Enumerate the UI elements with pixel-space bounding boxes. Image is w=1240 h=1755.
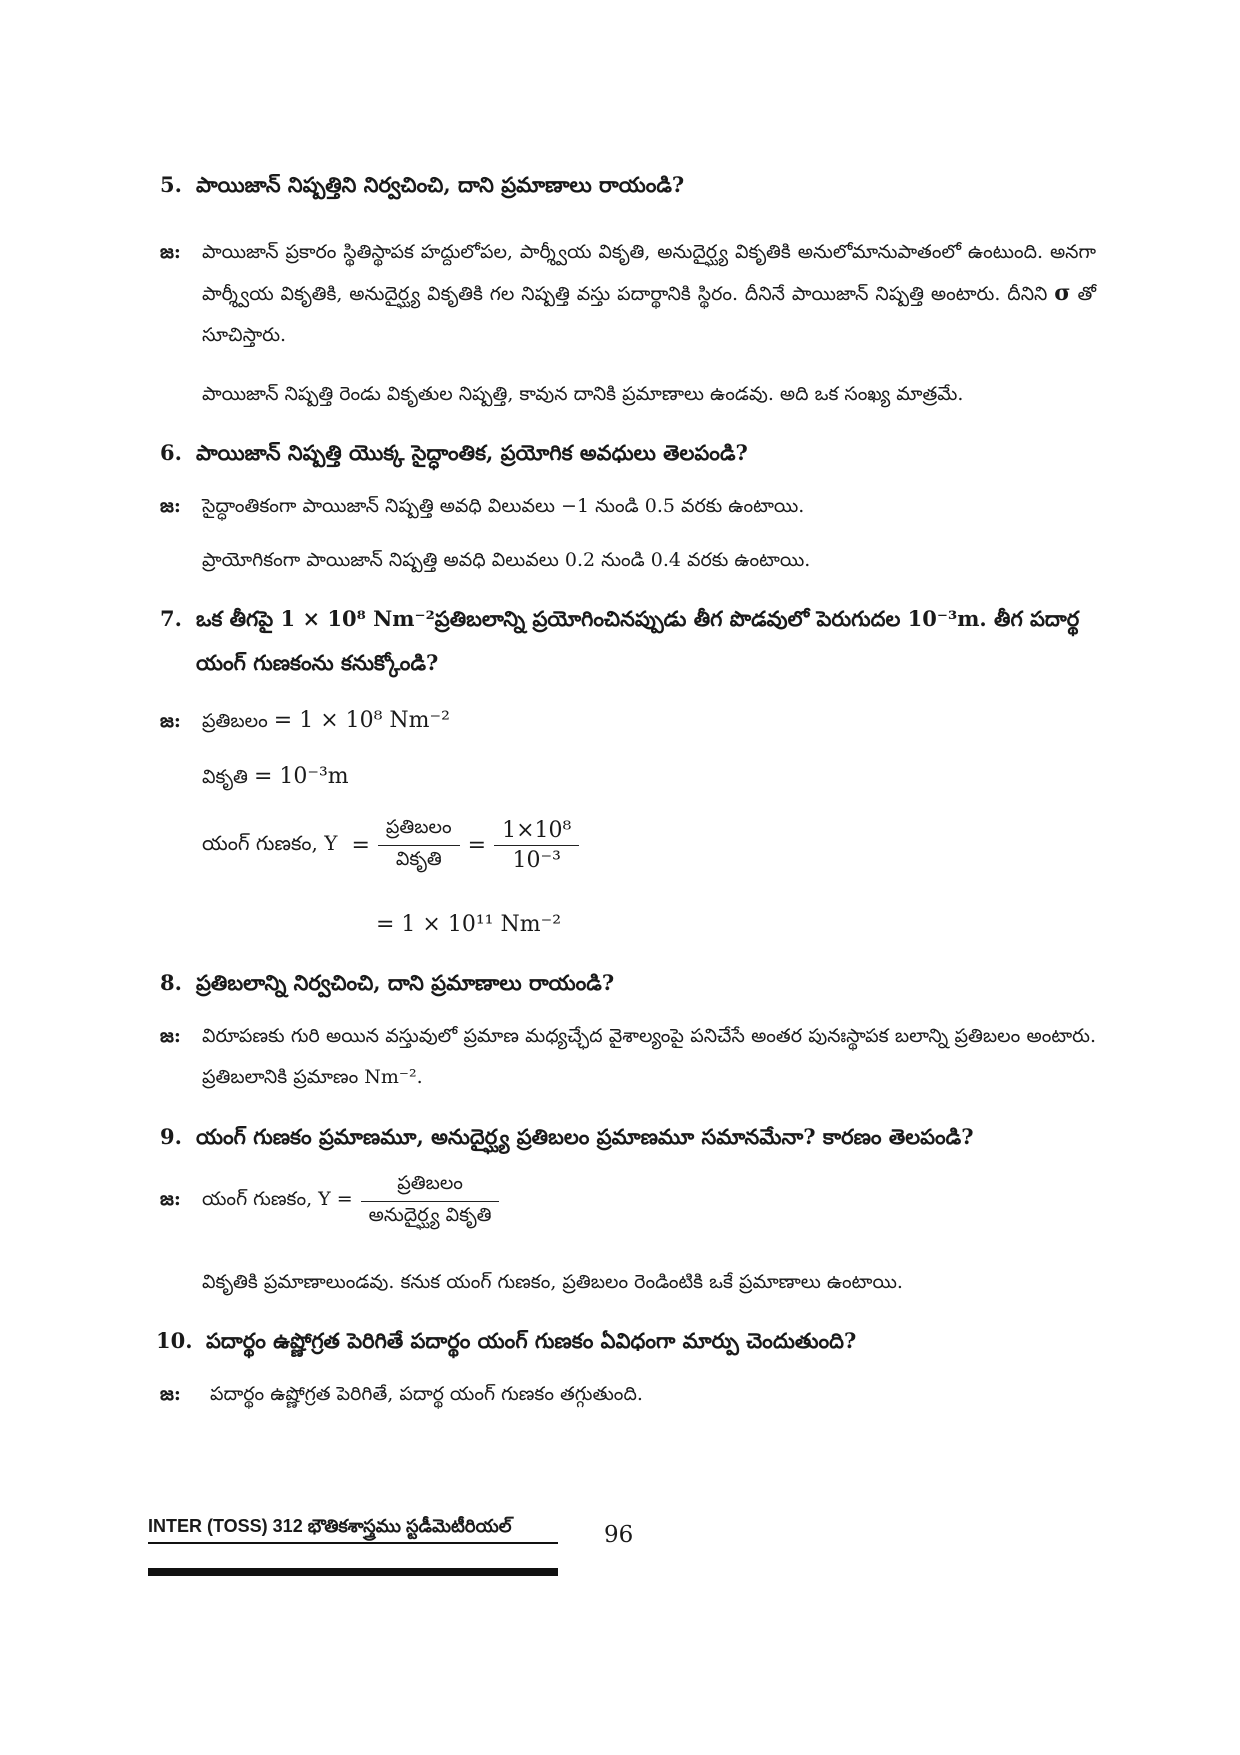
- answer-5-text-end: తో సూచిస్తారు.: [202, 283, 1096, 346]
- answer-8-text: విరూపణకు గురి అయిన వస్తువులో ప్రమాణ మధ్యచ్ఛేద వైశాల్యంపై పనిచేసే అంతర పునఃస్థాపక బలాన్ని ప్రతిబలం అంటారు. ప్రతిబలానికి ప్రమాణం Nm⁻².: [202, 1025, 1096, 1088]
- answer-5-text: పాయిజాన్ ప్రకారం స్థితిస్థాపక హద్దులోపల, పార్శ్వీయ వికృతి, అనుదైర్ఘ్య వికృతికి అనులోమానుపాతంలో ఉంటుంది. అనగా పార్శ్వీయ వికృతికి, అనుదైర్ఘ్య వికృతికి గల నిష్పత్తి వస్తు పదార్థానికి స్థిరం. దీనినే పాయిజాన్ నిష్పత్తి అంటారు. దీనిని: [202, 241, 1096, 305]
- question-number: 5.: [160, 172, 182, 197]
- question-text: పాయిజాన్ నిష్పత్తిని నిర్వచించి, దాని ప్రమాణాలు రాయండి?: [196, 172, 685, 197]
- answer-label: జ:: [160, 1188, 181, 1210]
- question-text: యంగ్ గుణకం ప్రమాణమూ, అనుదైర్ఘ్య ప్రతిబలం ప్రమాణమూ సమానమేనా? కారణం తెలపండి?: [196, 1124, 974, 1149]
- question-text: పాయిజాన్ నిష్పత్తి యొక్క సైద్ధాంతిక, ప్రయోగిక అవధులు తెలపండి?: [196, 440, 748, 465]
- footer-rule-thick: [148, 1568, 558, 1576]
- question-number: 6.: [160, 440, 182, 465]
- youngs-modulus-label: యంగ్ గుణకం, Y: [202, 831, 338, 855]
- fraction-numerator: 1×10⁸: [494, 818, 579, 846]
- sigma-symbol: σ: [1054, 280, 1071, 306]
- answer-7-stress: [160, 700, 450, 742]
- question-text: పదార్థం ఉష్ణోగ్రత పెరిగితే పదార్థం యంగ్ గుణకం ఏవిధంగా మార్పు చెందుతుంది?: [206, 1328, 857, 1353]
- footer-rule-thin: [148, 1542, 558, 1544]
- youngs-modulus-label: యంగ్ గుణకం, Y =: [202, 1188, 353, 1210]
- page-footer: [148, 1512, 558, 1576]
- answer-8: [160, 1016, 1096, 1098]
- answer-label: జ:: [160, 495, 181, 517]
- question-number: 10.: [156, 1328, 193, 1353]
- answer-label: జ:: [160, 241, 181, 263]
- answer-label: జ:: [160, 1025, 181, 1047]
- answer-5: [160, 232, 1096, 356]
- fraction-numerator: ప్రతిబలం: [361, 1172, 500, 1202]
- question-7: [160, 598, 1079, 640]
- answer-label: జ:: [160, 710, 181, 732]
- fraction-denominator: వికృతి: [395, 848, 442, 870]
- question-text: ప్రతిబలాన్ని నిర్వచించి, దాని ప్రమాణాలు రాయండి?: [196, 970, 615, 995]
- footer-title: INTER (TOSS) 312 భౌతికశాస్త్రము స్టడీమెటీరియల్: [148, 1516, 512, 1536]
- numeric-fraction: [494, 818, 579, 873]
- stress-label: ప్రతిబలం: [202, 710, 268, 732]
- youngs-modulus-equation: [202, 816, 587, 875]
- question-10: [156, 1320, 856, 1362]
- question-8: [160, 962, 614, 1004]
- question-number: 8.: [160, 970, 182, 995]
- stress-over-longitudinal-strain-fraction: [361, 1172, 500, 1231]
- fraction-numerator: ప్రతిబలం: [378, 816, 460, 846]
- youngs-modulus-result: = 1 × 10¹¹ Nm⁻²: [376, 912, 562, 937]
- question-7-line-2: యంగ్ గుణకంను కనుక్కోండి?: [196, 650, 439, 675]
- question-text-line-1: ఒక తీగపై 1 × 10⁸ Nm⁻²ప్రతిబలాన్ని ప్రయోగించినప్పుడు తీగ పొడవులో పెరుగుదల 10⁻³m. తీగ పదార్థ: [196, 606, 1080, 631]
- answer-7-strain: [202, 756, 349, 798]
- strain-label: వికృతి: [202, 766, 248, 788]
- equals-sign: =: [351, 833, 370, 858]
- answer-10-text: పదార్థం ఉష్ణోగ్రత పెరిగితే, పదార్థ యంగ్ గుణకం తగ్గుతుంది.: [210, 1383, 643, 1405]
- question-5: [160, 164, 684, 206]
- question-number: 7.: [160, 606, 182, 631]
- answer-label: జ:: [160, 1383, 181, 1405]
- question-6: [160, 432, 748, 474]
- question-9: [160, 1116, 974, 1158]
- answer-5-paragraph-2: పాయిజాన్ నిష్పత్తి రెండు వికృతుల నిష్పత్తి, కావున దానికి ప్రమాణాలు ఉండవు. అది ఒక సంఖ్య మాత్రమే.: [202, 383, 964, 405]
- answer-9: [160, 1172, 507, 1231]
- answer-10: [160, 1374, 643, 1415]
- page-number: 96: [604, 1522, 634, 1548]
- stress-over-strain-fraction: [378, 816, 460, 875]
- equals-sign: =: [467, 833, 487, 858]
- answer-6-text: సైద్ధాంతికంగా పాయిజాన్ నిష్పత్తి అవధి విలువలు −1 నుండి 0.5 వరకు ఉంటాయి.: [202, 495, 805, 517]
- fraction-denominator: అనుదైర్ఘ్య వికృతి: [368, 1204, 492, 1226]
- strain-value: = 10⁻³m: [253, 764, 349, 789]
- answer-6-paragraph-2: ప్రాయోగికంగా పాయిజాన్ నిష్పత్తి అవధి విలువలు 0.2 నుండి 0.4 వరకు ఉంటాయి.: [202, 549, 811, 571]
- question-number: 9.: [160, 1124, 182, 1149]
- answer-6: [160, 486, 804, 527]
- answer-9-paragraph-2: వికృతికి ప్రమాణాలుండవు. కనుక యంగ్ గుణకం, ప్రతిబలం రెండింటికి ఒకే ప్రమాణాలు ఉంటాయి.: [202, 1271, 903, 1293]
- stress-value: = 1 × 10⁸ Nm⁻²: [273, 708, 450, 733]
- fraction-denominator: 10⁻³: [512, 848, 561, 873]
